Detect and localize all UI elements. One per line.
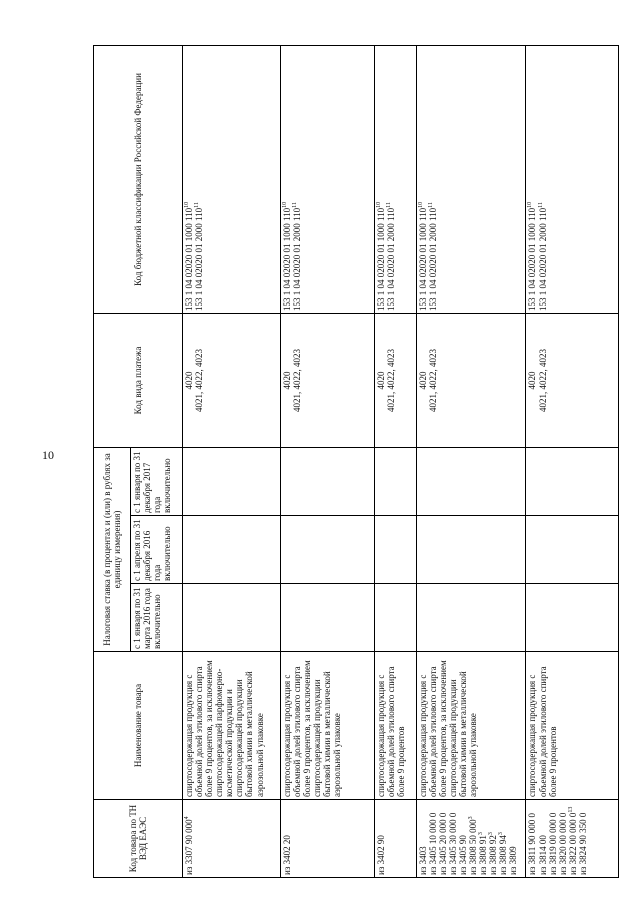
cell-code: [375, 800, 417, 878]
code-line: из 3307 90 $000^4$: [184, 816, 194, 875]
cell-name: спиртосодержащая продукция с объемной долей этилового спирта более 9 процентов, за исключением спиртосодержащей продукции бытовой химии в металлической аэрозольной упаковке: [416, 652, 526, 800]
cell-budget-code: [526, 46, 619, 314]
footnote-marker: 10: [527, 201, 534, 208]
code-line: из 3808 $91^3$: [478, 832, 489, 875]
code-line: из 3814 00: [537, 835, 548, 875]
cell-payment-code: [280, 314, 375, 448]
cell-rate-1: [375, 584, 417, 652]
cell-code: [280, 800, 375, 878]
code-line: из 3808 $94^3$: [498, 832, 509, 875]
payment-code-2: 4021, 4022, 4023: [537, 349, 548, 412]
code-line: из 3808 $92^3$: [488, 832, 499, 875]
payment-code-1: 4020: [184, 371, 194, 390]
header-rate-period-3: с 1 января по 31 декабря 2017 года включительно: [131, 448, 183, 516]
cell-rate-2: [416, 516, 526, 584]
cell-rate-1: [416, 584, 526, 652]
cell-budget-code: [280, 46, 375, 314]
cell-rate-1: [526, 584, 619, 652]
cell-rate-3: [526, 448, 619, 516]
table-row: [526, 46, 619, 878]
payment-code-1: 4020: [527, 371, 538, 390]
budget-code-1: 153 1 04 02020 01 1000 $110^{10}$: [527, 201, 538, 311]
footnote-marker: 13: [567, 806, 574, 813]
code-line: из 3405 10 000 0: [427, 812, 438, 875]
code-line: из 3808 50 $000^3$: [468, 816, 479, 875]
budget-code-2: 153 1 04 02020 01 2000 $110^{11}$: [194, 202, 205, 311]
budget-code-1: 153 1 04 02020 01 1000 $110^{10}$: [376, 201, 387, 311]
payment-code-2: 4021, 4022, 4023: [194, 349, 205, 412]
budget-code-2: 153 1 04 02020 01 2000 $110^{11}$: [386, 202, 397, 311]
header-code: Код товара по ТН ВЭД ЕАЭС: [94, 800, 183, 878]
cell-name: спиртосодержащая продукция с объемной долей этилового спирта более 9 процентов: [375, 652, 417, 800]
footnote-marker: 11: [291, 202, 298, 208]
footnote-marker: 11: [537, 202, 544, 208]
table-row: [416, 46, 526, 878]
cell-rate-1: [183, 584, 281, 652]
header-payment-code: Код вида платежа: [94, 314, 183, 448]
cell-payment-code: [183, 314, 281, 448]
budget-code-2: 153 1 04 02020 01 2000 $110^{11}$: [291, 202, 302, 311]
cell-rate-3: [183, 448, 281, 516]
footnote-marker: 11: [427, 202, 434, 208]
budget-code-2: 153 1 04 02020 01 2000 $110^{11}$: [427, 202, 438, 311]
cell-rate-2: [375, 516, 417, 584]
cell-name: спиртосодержащая продукция с объемной долей этилового спирта более 9 процентов: [526, 652, 619, 800]
budget-code-1: 153 1 04 02020 01 1000 $110^{10}$: [184, 201, 194, 311]
payment-code-2: 4021, 4022, 4023: [291, 349, 302, 412]
cell-rate-1: [280, 584, 375, 652]
cell-rate-2: [183, 516, 281, 584]
table-row: [375, 46, 417, 878]
footnote-marker: 3: [498, 832, 505, 836]
header-rate-period-2: с 1 апреля по 31 декабря 2016 года включительно: [131, 516, 183, 584]
budget-code-1: 153 1 04 02020 01 1000 $110^{10}$: [281, 201, 292, 311]
cell-budget-code: [375, 46, 417, 314]
footnote-marker: 10: [184, 201, 190, 208]
code-line: из 3819 00 000 0: [547, 812, 558, 875]
cell-name: спиртосодержащая продукция с объемной долей этилового спирта более 9 процентов, за исключением спиртосодержащей парфюмерно-косметической продукции и спиртосодержащей продукции бытовой химии в металлической аэрозольной упаковке: [183, 652, 281, 800]
footnote-marker: 10: [376, 201, 383, 208]
budget-code-2: 153 1 04 02020 01 2000 $110^{11}$: [537, 202, 548, 311]
payment-code-1: 4020: [417, 371, 428, 390]
cell-code: [416, 800, 526, 878]
footnote-marker: 4: [184, 816, 190, 820]
code-line: из 3822 00 000 $0^{13}$: [567, 806, 578, 875]
cell-budget-code: [416, 46, 526, 314]
cell-rate-2: [280, 516, 375, 584]
cell-code: [526, 800, 619, 878]
code-line: из 3811 90 000 0: [527, 812, 538, 875]
table-row: [183, 46, 281, 878]
table-row: [280, 46, 375, 878]
budget-code-1: 153 1 04 02020 01 1000 $110^{10}$: [417, 201, 428, 311]
cell-rate-3: [375, 448, 417, 516]
code-line: из 3809: [508, 846, 519, 875]
header-rate: Налоговая ставка (в процентах и (или) в рублях за единицу измерения): [94, 448, 131, 652]
code-line: из 3824 90 350 0: [577, 812, 588, 875]
code-line: из 3820 00 000 0: [557, 812, 568, 875]
header-name: Наименование товара: [94, 652, 183, 800]
footnote-marker: 10: [281, 201, 288, 208]
code-line: из 3402 20: [281, 835, 292, 875]
footnote-marker: 3: [468, 816, 475, 820]
cell-payment-code: [416, 314, 526, 448]
code-line: из 3405 30 000 0: [447, 812, 458, 875]
footnote-marker: 3: [478, 832, 485, 836]
code-line: из 3403: [417, 846, 428, 875]
cell-name: спиртосодержащая продукция с объемной долей этилового спирта более 9 процентов, за исключением спиртосодержащей продукции бытовой химии в металлической аэрозольной упаковке: [280, 652, 375, 800]
tax-rate-table: [93, 45, 619, 878]
cell-payment-code: [526, 314, 619, 448]
code-line: из 3402 90: [376, 835, 387, 875]
payment-code-2: 4021, 4022, 4023: [386, 349, 397, 412]
cell-rate-3: [280, 448, 375, 516]
code-line: из 3405 20 000 0: [437, 812, 448, 875]
header-rate-period-1: с 1 января по 31 марта 2016 года включительно: [131, 584, 183, 652]
cell-rate-2: [526, 516, 619, 584]
header-budget-code: Код бюджетной классификации Российской Федерации: [94, 46, 183, 314]
payment-code-2: 4021, 4022, 4023: [427, 349, 438, 412]
footnote-marker: 10: [417, 201, 424, 208]
footnote-marker: 11: [194, 202, 201, 208]
payment-code-1: 4020: [281, 371, 292, 390]
page-number: 10: [42, 448, 54, 462]
code-line: из 3405 90: [458, 835, 469, 875]
cell-rate-3: [416, 448, 526, 516]
rotated-table-container: [93, 46, 619, 878]
cell-payment-code: [375, 314, 417, 448]
footnote-marker: 3: [488, 832, 495, 836]
payment-code-1: 4020: [376, 371, 387, 390]
table-body: [183, 46, 619, 878]
cell-code: [183, 800, 281, 878]
cell-budget-code: [183, 46, 281, 314]
footnote-marker: 11: [386, 202, 393, 208]
